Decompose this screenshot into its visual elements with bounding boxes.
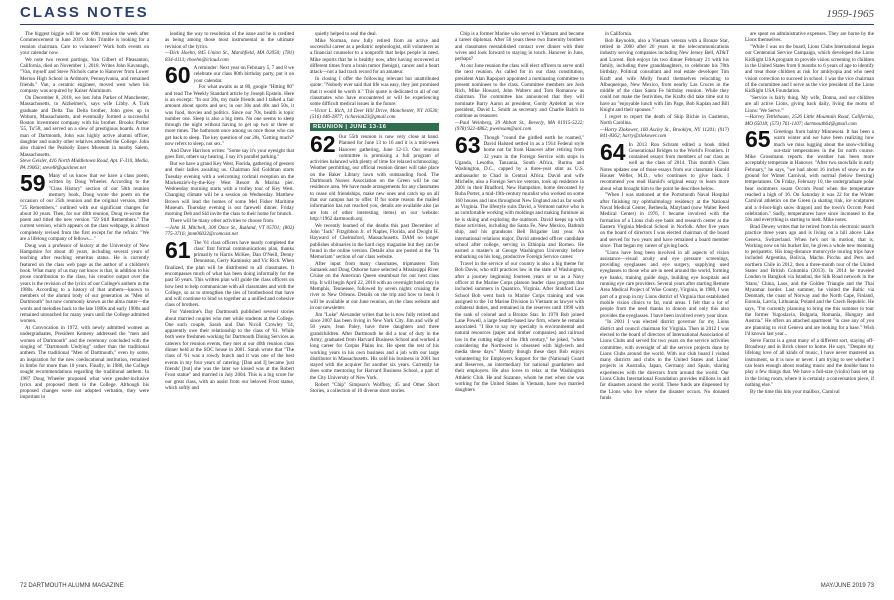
paragraph-text: After input from many classmates, tripmasters Tom Samarek and Doug Osborne have selected a Mississippi River Cruise on the American Queen steamboat for our next class trip. It will begin April 22, 2018 with an overnight hotel stay in Memphis, Tennessee, followed by seven nights cruising the river to New Orleans. Details on the trip and how to book it will be available at our June reunion, on the class website and in our newsletter. — [310, 260, 439, 311]
note-paragraph — [745, 389, 874, 395]
paragraph-text: Brad Dewey writes that he retired from his electronic search practice three years ago and is living on a hill above Lake Geneva, Switzerland. When he's not in motion, that is. Working now on his bucket list, he gives a whole new meaning to peripatetic. His long-distance motorcycle touring trips have included Argentina, Bolivia, Machu Picchu and Peru and northern Chile in 2012, then a three-month tour of the United States and British Columbia (2013). In 2014 he traveled London to Bangkok via Istanbul, the Silk Road network in the 'Stans,' China, Laos, and the Golden Triangle and the Thai Myanmar border. Last summer, he visited the Baltic via Denmark, the coast of Norway and the North Cape, Finland, Estonia, Latvia, Lithuania, Poland and the Czech Republic. He says, "I'm currently planning to bring me this summer to tour the former Yugoslavia, Bulgaria, Romania, Hungary and Austria." He offers an attached apartment "in case any of you are planning to visit Geneva and are looking for a base." Wish I'd known last year... — [745, 223, 874, 337]
text-column — [310, 31, 439, 576]
paragraph-text: quietly helped to seal the deal. — [315, 31, 377, 37]
paragraph-text: For what awaits us at 80, google "Hitting 80" and read The Weekly Standard article by Joseph Epstein. Here is an excerpt: "In our 20s, my male friends and I talked a fair amount about sports and sex; in our 30s and 40s and 50s, it was food, movies and politics. Since our 70s, health is topic number one. Sleep is also a big item. No one seems to sleep through the night without having to get up two or three or more times. The bathroom once among us once those who can get back to sleep. The key question of our 20s, 'Getting much?' now refers to sleep, not sex." — [165, 84, 294, 148]
footer-left-folio: 72 DARTMOUTH ALUMNI MAGAZINE — [20, 583, 124, 589]
note-paragraph — [310, 38, 439, 76]
note-paragraph — [20, 325, 149, 401]
paragraph-text: In closing I offer the following relevant but unattributed quote: "Nobody ever said that life was easy, they just promised that it would be worth it." This quote is dedicated to all of our classmates who have encountered or will be experiencing some difficult medical issues in the future. — [310, 76, 439, 108]
note-paragraph — [20, 57, 149, 95]
correspondent-address — [600, 127, 729, 140]
class-year-number: 62 — [310, 130, 336, 157]
paragraph-text: in California. — [605, 31, 633, 37]
address-text: —Dick Hoehn, 845 Union St., Marshfield, MA 02050; (781) 834-4113; rhoehn@icloud.com — [165, 50, 294, 63]
paragraph-text: Jim "Luke" Alexander writes that he is now fully retired and since 2007 has been living in New York City. Jim and wife of 50 years, Jean Paley, have three daughters and three grandchildren. After Dartmouth he did a tour of duty in the Army, graduated from Harvard Business School and worked a long career for Corpus Plains Inc. He spent the rest of his working years in his own business and a job with our large distributor in Massachusetts. His sold his business in 2001 but stayed with the acquirer for another six years. Currently he does some mentoring for Harvard Business School, a part of the City University of New York. — [310, 311, 439, 381]
paragraph-text: At our June reunion the class will elect officers to serve until the next reunion. As called for in our class constitution, president Alan Rapoport appointed a nominating committee to present nominees to the class. Committee members are Josh Rich, Mike Howard, John Walters and Tom Romanow as chairman. The committee has announced that they will nominate Barry Aaron as president, Gordy Aydelott as vice president, David L. Smith as secretary and Charlie Balch to continue as treasurer. — [455, 62, 584, 120]
correspondent-address — [310, 108, 439, 121]
paragraph-text: Though "round the girdled earth he roamed," David Halsted settled in as a 1914 Federal style home not far from Hanover after retiring from 32 years in the Foreign Service with stops in Uganda, Lesotho, Tanzania, South Africa, Burma and Washington, D.C., capped by a three-year stint as U.S. ambassador to Chad in Central Africa. David and wife Michelle, also a Foreign Service veteran, took up residence in 2001 in their Bradford, New Hampshire, home decorated by Ruba Porter, a mid-19th-century muralist who worked on some 160 houses and inns throughout New England and as far south as Virginia. The lifestyle suits David, a Vermont native who is as comfortable working with moldings and making furniture as he is skiing and exploring the outdoors. David keeps up with those activities, including the Santa Fe, New Mexico, Bathtub ship, and his grandsons Bell Brigame last year. An international relations major, David attended officer candidate school after college, serving in Ethiopia and Borneo. He earned a master's at George Washington University before embarking on his long, productive Foreign Service career. — [455, 134, 584, 261]
note-paragraph — [745, 95, 874, 114]
paragraph-text: "Lions have long been involved in all aspects of vision assistance—visual acuity and eye pressure screenings, providing eyeglasses and eye surgery, supplying used eyeglasses to those who are in need around the world, forming eye banks, training guide dogs, building eye hospitals and running eye care providers. Several years after starting Remote Area Medical Project of Wise County, Virginia, in 1980, I was part of a group in my Lions district of Virginia that established mobile vision clinics to far, rural areas. I felt that a lot of people from the need thanks to donors and only this also provides the eyeglasses. I have been involved every year since. — [600, 249, 729, 319]
class-year-number: 64 — [600, 138, 626, 165]
note-paragraph — [165, 31, 294, 50]
correspondent-address — [455, 120, 584, 133]
paragraph-text: "Service is fairly thing. My wife, Donna, and our children are all active Lions, giving back daily, living the motto of Lions: 'We Serve.'" — [745, 94, 874, 114]
paragraph-text: And Dave Harrison writes: "Some say it's your eyesight that goes first, others say hearing. I say it's parallel parking." — [165, 147, 294, 161]
note-paragraph — [455, 63, 584, 120]
note-paragraph — [310, 261, 439, 311]
note-paragraph — [20, 243, 149, 325]
note-paragraph — [600, 31, 729, 37]
note-paragraph — [20, 95, 149, 158]
note-paragraph — [745, 44, 874, 94]
paragraph-text: We note two recent partings, Van Gilbert of Pleasanton, California, died on November 1, 2018. Writes John Kavanagh, "Van, myself and Steve Nichols came to Hanover from Lower Merion High School in Ardmore, Pennsylvania, and remained friends." Van, a ceramic engineer, moved west when his company was acquired by Kaiser Aluminum. — [20, 56, 149, 95]
paragraph-text: "While I was on the board, Lions Clubs International began our Centennial Service Campaign, which developed the Lions KidSight USA program to provide vision screening to children in the United States from 6 months to 6 years of age to identify and treat those children at risk for amblyopia and who need vision correction to succeed in school. I was the vice chairman of the committee and I serve as the vice president of the Lions KidSight USA Foundation. — [745, 44, 874, 95]
note-paragraph — [455, 261, 584, 393]
note-paragraph — [165, 61, 294, 88]
page-footer — [20, 580, 874, 594]
note-paragraph — [600, 319, 729, 401]
note-paragraph — [745, 125, 874, 224]
paragraph-text: On December 8, 2018, we lost John Parker of Manchester, Massachusetts, to Alzheimer's, says wife Libby. A Turk graduate and Delta Tau Delta brother, John grew up in Woburn, Massachusetts, and eventually formed a successful Boston investment company with his brother. Brooks Parker '55, Tu'58, and served on a slew of prestigious boards. A true man of Dartmouth, John was highly active alumni officer, daughter and sundry other relatives attended the College. John also chaired the Peabody Essex Museum in nearby Salem, Massachusetts. — [20, 94, 149, 158]
footer-right-folio: MAY/JUNE 2019 73 — [820, 583, 874, 589]
address-text: —Paul Weinberg, 39 Abbott St., Beverly, MA 01915-5222; (978) 922-4862; pweinsam@aol.com — [455, 120, 584, 133]
class-years-range: 1959-1965 — [826, 8, 874, 20]
correspondent-address — [165, 50, 294, 63]
paragraph-text: Mike Norman, now fully retired from an active and successful career as a pediatric nephrologist, still volunteers as a financial counselor to a nonprofit that helps people in need. Mike reports that he is healthy now, after having recovered at different times from a brain tumor (benign), cancer and a heart attack—not a bad track record for an amateur. — [310, 37, 439, 76]
paragraph-text: Steve Farrar is a great many of a different sort, staying off-Broadway and in Brick closer to home. He says, "Despite my lifelong love of all kinds of music, I have never mastered an instrument, so it is now or never. I am trying to see whether I can learn enough about reading music and the double bass to play a few things that. We have a full-size (violin) bass set up in the living room, where it is certainly a conversation piece, if nothing else." — [745, 337, 874, 388]
note-paragraph — [310, 76, 439, 107]
address-text: —Victor L. Rich, 14 Deer Hill Drive, Manchester, NY 10530; (516) 446-2877; richavian23@gmail.com — [310, 108, 439, 121]
note-paragraph — [455, 131, 584, 261]
paragraph-text: The biggest biggie will be our 60th reunion the week after Commencement in June 2019. John Trimble is looking for a reunion chairman. Care to volunteer? Work both events on your calendar now. — [20, 31, 149, 56]
paragraph-text: Our 55th reunion is now very close at hand. Planned for June 13 to 16 and it is a mid-week Hanover gathering, June 12-13. Our reunion committee is promising a full program of activities balanced with plenty of time for relaxed schmoozing. Weather permitting, our official reunion dinner will take place on the Baker Library lawn with outstanding food. The Dartmouth Nurses Association on the Green will be our residence area. We have made arrangements for any classmates to cease old friendships, make new ones and catch up on all that our campus has to offer. If for some reason the mailed information has not reached you, details are available also (as are lots of other interesting items) on our website: http://1962.dartmouth.org — [310, 133, 439, 222]
note-paragraph — [310, 223, 439, 261]
paragraph-text: In 2013 Ron Schram edited a book titled Generational Bridges to the World's Frontiers. It contained essays from members of our class as well as the class of 2014. This month's Class Notes updates one of those essays from our classmate Harold Houser Weller, M.D., who continues to give back. I recommend you read Harold's original essay to learn more about what brought him to the point he describes below. — [600, 141, 729, 192]
note-paragraph — [165, 309, 294, 391]
class-year-number: 60 — [165, 61, 191, 88]
note-paragraph — [745, 224, 874, 337]
class-year-number: 65 — [745, 125, 771, 152]
correspondent-address — [20, 158, 149, 171]
paragraph-text: are spent on administrative expenses. They are borne by the Lions themselves. — [745, 31, 874, 44]
reunion-banner: REUNION | JUNE 13-16 — [310, 123, 439, 131]
paragraph-text: Robert "Chip" Simpson's Wolfboy, 45 and Other Short Stories, a collection of 10 diverse short stories. — [310, 381, 439, 394]
note-paragraph — [745, 31, 874, 44]
note-paragraph — [600, 138, 729, 192]
paragraph-text: But we have a grand Key West, Florida, gathering of geezers and their ladies awaiting us. Chairman Sid Goldman starts Tuesday evening with a welcoming cocktail reception on the Mackenzie's-by-the-Key West Resort & Marina pier. Wednesday morning starts with a trolley tour of Key West. Changing climate will be a session on Wednesday. Matthew Brown will lead the homes of some Mel Fisher Maritime Museum. Thursday evening is our farewell dinner. Friday morning Deb and Sid invite the class to their home for brunch. — [165, 160, 294, 218]
section-title: CLASS NOTES — [20, 4, 149, 21]
paragraph-text: I regret to report the death of Skip Richie in Castleton, North Carolina. — [600, 113, 729, 127]
note-paragraph — [455, 31, 584, 62]
page-header — [20, 0, 874, 26]
paragraph-text: Greetings from balmy Minnesota. It has been a warm winter and we have been realizing how much we miss lugging about the snow-chilling out-stair temperatures in the far north course. Mike Grossmann reports the weather has been more acceptably temperate in Hanover. "After two snowfalls in early February," he says, "we had about 16 inches of snow on the ground for Winter Carnival, with normal (below freezing) temperatures. On Friday, February 10, the undergraduate polar bear swimmers swam Occom Pond when the temperature reached a high of 16. On Saturday it was 22 for the Winter Carnival athletics on the Green (a skating rink, ice sculptures and a 4-foot-high snow dragon) and the town's Occom Pond celebration." Sadly, temperatures have since increased to the 50s and everything is starting to melt. Mike notes. — [745, 128, 874, 224]
paragraph-text: There will be many other activities to choose from. — [170, 218, 275, 225]
paragraph-text: We recently learned of the deaths this past December of John "Jack" Fitzgibbon Jr. of Naples, Florida, and Dwight H. Hayward of Chelmsford, Massachusetts. DAM no longer publishes obituaries in the hard copy magazine but they can be found in the online version. Details also are posted at the "In Memoriam" section of our class website. — [310, 222, 439, 261]
note-paragraph — [165, 84, 294, 147]
address-text: Steve Geisler, 416 North Middletown Road, Apt. F-310, Media, PA 19063; stevel8@quicknet.net — [20, 158, 149, 171]
paragraph-text: By the time this hits your mailbox, Carnival — [750, 388, 840, 395]
note-paragraph — [165, 218, 294, 224]
note-paragraph — [600, 38, 729, 114]
note-paragraph — [745, 338, 874, 388]
text-column — [455, 31, 584, 576]
paragraph-text: The '61 class officers have nearly completed the class' first formal communications plan, thanks primarily to Harris McKee, Dan O'Neill, Denny Denniston, Gerry Kaminsky and Vic Rich. When finalized, the plan will be distributed to all classmates. It encompasses much of what has been doing informally for the past 56 years. This written plan will guide the class officers on how best to help communicate with all classmates and with the College, so as to strengthen the ties of brotherhood that have and will continue to bind us together as a unified and cohesive class of brothers. — [165, 239, 294, 309]
correspondent-address — [745, 114, 874, 127]
address-text: —John H. Mitchell, 300 Once St., Rutland, VT 05701; (802) 775-3716; jmm06032@comcast.net — [165, 224, 294, 238]
paragraph-text: "When I was stationed at the Portsmouth Naval Hospital after finishing my ophthalmology residency at the National Naval Medical Center, Bethesda, Maryland (now Walter Reed Medical Center) in 1976, I became involved with the formation of a Lions club eye bank and research center at the Eastern Virginia Medical School in Norfolk. After five years on the board of directors I was elected chairman of the board and served for two years and have remained a board member since. That began my career of giving back. — [600, 192, 729, 249]
note-paragraph — [165, 161, 294, 218]
paragraph-text: leading the way to resolution of the issue and he is credited as being among those most instrumental in the ultimate revision of the lyrics. — [165, 31, 294, 50]
paragraph-text: Many of us know that we have a class poem, written by Doug Wheeler. According to the "Class History" section of our 50th reunion memory book, Doug wrote the poem on the occasion of our 25th reunion and the original version, titled "25 Remembers," outlined with our significant changes for about 30 years. Then, for our 40th reunion, Doug re-wrote the poem and titled the new version "59 Still Remembers." The current version, which appears on the class webpage, is almost completely revised from the first except for the refrain: "We are a lifelong company of fellows...." — [20, 173, 149, 242]
paragraph-text: "In 2001 I was elected district governor for my Lions district and council chairman for Virginia. Then in 2012 I was elected to the board of directors of International Association of Lions Clubs and served for two years on the service activities committee, with oversight of all the service projects done by Lions Clubs around the world. With our club board I visited many districts and clubs in the United States and Lions' projects in Australia, Japan, Germany and Spain, sharing experiences with the directors from around the world. Our Lions Clubs International Foundation provides millions in aid for disasters around the world. These funds are dispensed by the Lions who live where the disaster occurs. No donated funds — [600, 319, 729, 401]
paragraph-text: A reminder: Next year on February 5, 7 and 8 we celebrate our class 80th birthday party, put it on your calendar. — [193, 64, 294, 84]
address-text: —Harry Zlokower, 160 Ascley St., Brooklyn, NY 11201; (917) 841-8362; harry@zlokower.com — [600, 126, 729, 140]
note-paragraph — [600, 250, 729, 319]
paragraph-text: Travel in the service of our country is also a big theme for Bob Davis, who still practices law in the state of Washington, after a journey beginning fourteen years or so as a Navy officer at the Marine Corps platoon leader class program that included summers in Quantico, Virginia. After Stanford Law School Bob went back to Marine Corps training and was assigned to the 1st Marine Division in Vietnam as lawyer with collateral duties, and remained in the reserves until 1990 with the rank of colonel and a Bronze Star. In 1970 Bob joined Lane Powell, a large Seattle-based law firm, where he remains associated. "I like to say my specialty is environmental and natural resources (paper and timber companies) and railroad law in the cutting edge of the 19th century," he joked, "when considering the Northwest is obsessed with high-tech and media these days." Mostly though these days Bob enjoys volunteering for Employers Support for the (National) Guard and Reserves, an intermediary for national guardsmen and their employers. He also loves to relax at the Washington Athletic Club. He and Suzanne, whom he met when she was working for the United States in Vietnam, have two married daughters — [455, 261, 584, 394]
note-paragraph — [310, 130, 439, 222]
note-paragraph — [165, 236, 294, 309]
paragraph-text: For Valentine's Day Dartmouth published several stories about married couples who met while students at the College. One such couple, Sarah and Dan Nicoll Crowley '14, apparently owe their relationship to the class of '61. While both were freshmen working for Dartmouth Dining Services as caterers for reunion events, they met at our 40th reunion class dinner held at the SOC house in 2001. Sarah wrote that "The class of '61 was a rowdy bunch and it was one of the best events in my four years of catering. [Dan and I] became 'just friends' [but] she was the later we kissed was at the Robert Frost statue" and married in July 2004. This is a big score for our great class, with an assist from our beloved Frost statue, which softly and — [165, 309, 294, 391]
paragraph-text: Doug was a professor of history at the University of New Hampshire for about 40 years, including several years of teaching after reaching emeritus status. He is currently featured on the class web page as the author of a children's book. What many of us may not know is that, in addition to his prose contribution to the class, his creative output over the years is the revision of the lyrics of our College's anthem in the 1980s. According to a history of that anthem—known to members of the alumni body of our generation as "Men of Dartmouth" but now commonly known as the alma mater—the words and melodies back to the late 1800s and early 1900s and remained unreached for many years until the College admitted women. — [20, 242, 149, 325]
note-paragraph — [20, 31, 149, 56]
correspondent-address — [165, 225, 294, 238]
text-column — [165, 31, 294, 576]
address-text: —Harvey Tettlebaum, 2526 Little Mountain Road, California, MO 65018; (573) 761-1107; dartmouth64@gmail.com — [745, 114, 874, 127]
header-rule — [20, 24, 874, 25]
paragraph-text: Bob Reynolds, also a Vietnam veteran with a Bronze Star, retired in 2000 after 26 years in the telecommunications industry serving companies including New Jersey Bell, AT&T and Lucent. Bob enjoys his two dinner February 21 with his family, including three granddaughters, to celebrate his 78th birthday. Political consultant and real estate developer Tim Kraft and wife Molly found themselves relocating to Albuquerque, New Mexico, from nearby Las Cruces in the middle of the class Santa Fe birthday reunion. While they could not make the festivities, the Krafts did take time out to have an "enjoyable lunch with Jim Page, Bob Kaplan and Bill Knight and their spouses." — [600, 37, 729, 114]
text-column — [600, 31, 729, 576]
class-year-number: 63 — [455, 131, 481, 158]
note-paragraph — [165, 148, 294, 161]
class-year-number: 59 — [20, 170, 46, 197]
text-column — [20, 31, 149, 576]
note-paragraph — [310, 312, 439, 381]
paragraph-text: Chip is a former Marine who served in Vietnam and became a career diplomat. After 50 years these two fraternity brothers and classmates reestablished contact over dinner with their wives and look forward to staying in touch. Hanover in June, perhaps? — [455, 31, 584, 63]
text-column — [745, 31, 874, 576]
note-paragraph — [600, 114, 729, 127]
note-paragraph — [310, 31, 439, 37]
class-notes-body — [20, 31, 874, 576]
paragraph-text: At Convocation in 1972, with newly admitted women as undergraduates, President Kemeny addressed the "men and women of Dartmouth" and the ceremony concluded with the singing of "Dartmouth Undying" rather than the traditional anthem. The traditional "Men of Dartmouth," even by some, an inspiration for the new coeducational institution, remained in limbo for more than 10 years. Finally, in 1988, the College sought recommendations regarding the traditional anthem. In 1987 Doug Wheeler proposed what were gender-inclusive lyrics and proposed them to the College. Although his proposed changes were not adopted verbatim, they were important in — [20, 325, 149, 401]
note-paragraph — [310, 382, 439, 395]
note-paragraph — [600, 192, 729, 249]
note-paragraph — [20, 170, 149, 242]
class-year-number: 61 — [165, 236, 191, 263]
